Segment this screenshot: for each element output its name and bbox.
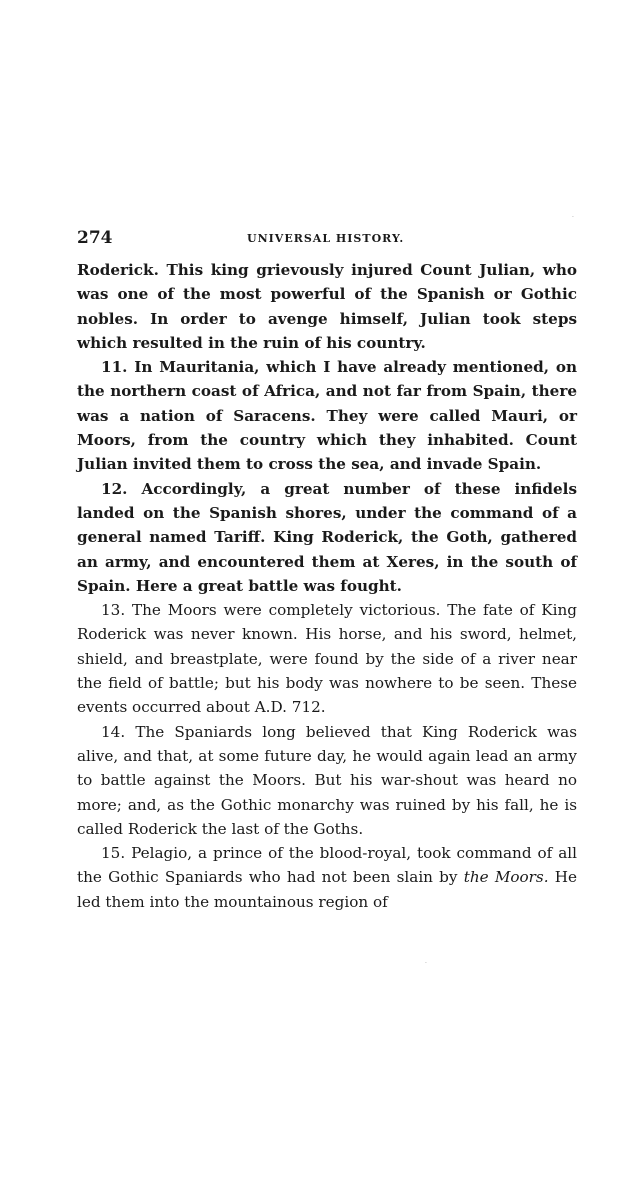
paragraph-15-text: 15. Pelagio, a prince of the blood-royal, took command of all the Gothic Spaniards who had not been slain by [77, 844, 577, 887]
paragraph-13-year: 712. [286, 698, 326, 717]
era-abbreviation: A.D. [254, 698, 287, 717]
page-header [77, 228, 577, 252]
paragraph-continuation: Roderick. This king grievously injured Count Julian, who was one of the most powerful of the Spanish or Gothic nobles. In order to avenge himself, Julian took steps which resulted in the ruin of his country. [77, 261, 577, 352]
running-title: UNIVERSAL HISTORY. [247, 232, 405, 245]
book-page [77, 228, 577, 914]
paragraph-13-text: 13. The Moors were completely victorious. The fate of King Roderick was never known. His horse, and his sword, helmet, shield, and breastplate, were found by the side of a river near the field of battle; but his body was nowhere to be seen. These events occurred about [77, 601, 577, 717]
paragraph-13 [77, 598, 577, 719]
paragraph-15-italic: the Moors. [463, 868, 549, 887]
paragraph-12: 12. Accordingly, a great number of these infidels landed on the Spanish shores, under the command of a general named Tariff. King Roderick, the Goth, gathered an army, and encountered them at Xeres, in the south of Spain. Here a great battle was fought. [77, 479, 577, 595]
paragraph-14: 14. The Spaniards long believed that King Roderick was alive, and that, at some future day, he would again lead an army to battle against the Moors. But his war-shout was heard no more; and, as the Gothic monarchy was ruined by his fall, he is called Roderick the last of the Goths. [77, 722, 577, 838]
scan-speck: · [572, 214, 574, 221]
paragraph-15-end: He led them into the mountainous region of [77, 868, 578, 911]
paragraph-11: 11. In Mauritania, which I have already mentioned, on the northern coast of Africa, and not far from Spain, there was a nation of Saracens. They were called Mauri, or Moors, from the country which they inhabited. Count Julian invited them to cross the sea, and invade Spain. [77, 358, 577, 474]
scan-speck: · [425, 960, 427, 967]
page-number: 274 [77, 228, 113, 248]
paragraph-15 [77, 841, 577, 914]
